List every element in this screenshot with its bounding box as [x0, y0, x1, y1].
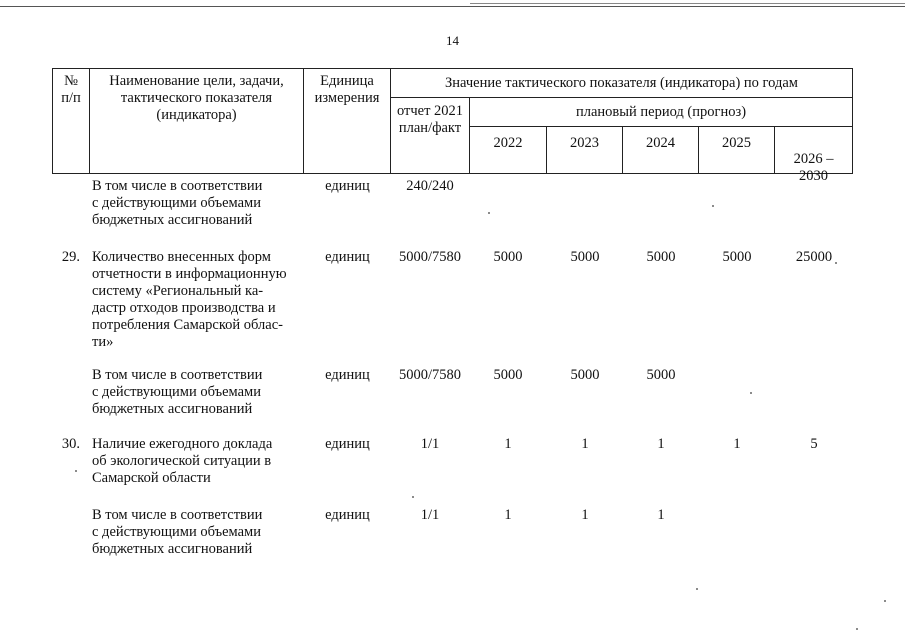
scan-speck [856, 628, 858, 630]
scan-speck [75, 470, 77, 472]
indicator-name-line: об экологической ситуации в [92, 453, 272, 469]
report-2021-value: 5000/7580 [398, 249, 462, 265]
year-value: 5000 [570, 249, 600, 265]
header-year-text: 2025 [722, 135, 751, 151]
indicator-name-line: дастр отходов производства и [92, 300, 276, 316]
indicator-name-line: систему «Региональный ка- [92, 283, 264, 299]
indicator-name-line: Наличие ежегодного доклада [92, 436, 273, 452]
header-num-line: п/п [61, 90, 81, 107]
unit-value: единиц [325, 178, 370, 194]
indicator-name-line: ти» [92, 334, 114, 350]
year-value: 5000 [646, 249, 676, 265]
indicator-name-line: с действующими объемами [92, 524, 261, 540]
indicator-name-line: бюджетных ассигнований [92, 401, 253, 417]
year-value: 5000 [646, 367, 676, 383]
year-value: 5000 [722, 249, 752, 265]
header-year-text: 2023 [570, 135, 599, 151]
indicator-name-line: В том числе в соответствии [92, 507, 263, 523]
indicator-name-line: бюджетных ассигнований [92, 541, 253, 557]
header-report-line: отчет 2021 [396, 103, 464, 119]
year-value: 1 [657, 507, 665, 523]
row-number: 30. [61, 436, 80, 452]
scan-speck [712, 205, 714, 207]
header-report [390, 97, 470, 174]
year-value: 1 [733, 436, 741, 452]
header-unit-line: измерения [314, 90, 380, 107]
header-plan-title [469, 97, 853, 127]
report-2021-value: 1/1 [420, 507, 440, 523]
header-report-line: план/факт [398, 120, 462, 137]
report-2021-value: 5000/7580 [398, 367, 462, 383]
scan-speck [412, 496, 414, 498]
indicator-name-line: с действующими объемами [92, 384, 261, 400]
header-plan-title-text: плановый период (прогноз) [575, 104, 747, 120]
header-name-line: (индикатора) [156, 107, 237, 124]
header-year-2022 [469, 126, 547, 174]
top-rule-secondary [470, 3, 905, 4]
indicator-name-line: Количество внесенных форм [92, 249, 271, 265]
header-num [52, 68, 90, 174]
indicator-name-line: В том числе в соответствии [92, 367, 263, 383]
indicator-name-line: В том числе в соответствии [92, 178, 263, 194]
report-2021-value: 240/240 [406, 178, 454, 194]
header-values-title-text: Значение тактического показателя (индикатора) по годам [445, 75, 798, 91]
indicator-name-line: отчетности в информационную [92, 266, 287, 282]
year-value: 5 [810, 436, 818, 452]
scan-speck [835, 262, 837, 264]
year-value: 1 [504, 507, 512, 523]
scan-speck [884, 600, 886, 602]
unit-value: единиц [325, 507, 370, 523]
header-unit [303, 68, 391, 174]
header-values-title [390, 68, 853, 98]
unit-value: единиц [325, 249, 370, 265]
unit-value: единиц [325, 436, 370, 452]
header-year-text: 2024 [646, 135, 675, 151]
header-year-2024 [622, 126, 699, 174]
unit-value: единиц [325, 367, 370, 383]
year-value: 1 [657, 436, 665, 452]
scan-speck [488, 212, 490, 214]
year-value: 1 [581, 507, 589, 523]
header-name [89, 68, 304, 174]
header-year-2025 [698, 126, 775, 174]
scan-speck [750, 392, 752, 394]
indicator-name-line: бюджетных ассигнований [92, 212, 253, 228]
row-number: 29. [61, 249, 80, 265]
year-value: 1 [581, 436, 589, 452]
header-num-line: № [64, 73, 78, 89]
year-value: 5000 [493, 249, 523, 265]
header-name-line: Наименование цели, задачи, [109, 73, 284, 89]
indicator-name-line: Самарской области [92, 470, 211, 486]
top-rule [0, 6, 905, 7]
header-year-2023 [546, 126, 623, 174]
year-value: 5000 [570, 367, 600, 383]
header-name-line: тактического показателя [120, 90, 273, 107]
page-number: 14 [446, 33, 459, 48]
header-unit-line: Единица [320, 73, 374, 89]
scan-speck [696, 588, 698, 590]
indicator-name-line: потребления Самарской облас- [92, 317, 283, 333]
header-year-2026-2030 [774, 126, 853, 184]
indicator-name-line: с действующими объемами [92, 195, 261, 211]
header-year-text: 2026 – 2030 [793, 151, 834, 184]
year-value: 25000 [795, 249, 833, 265]
year-value: 5000 [493, 367, 523, 383]
year-value: 1 [504, 436, 512, 452]
report-2021-value: 1/1 [420, 436, 440, 452]
header-year-text: 2022 [493, 135, 523, 151]
